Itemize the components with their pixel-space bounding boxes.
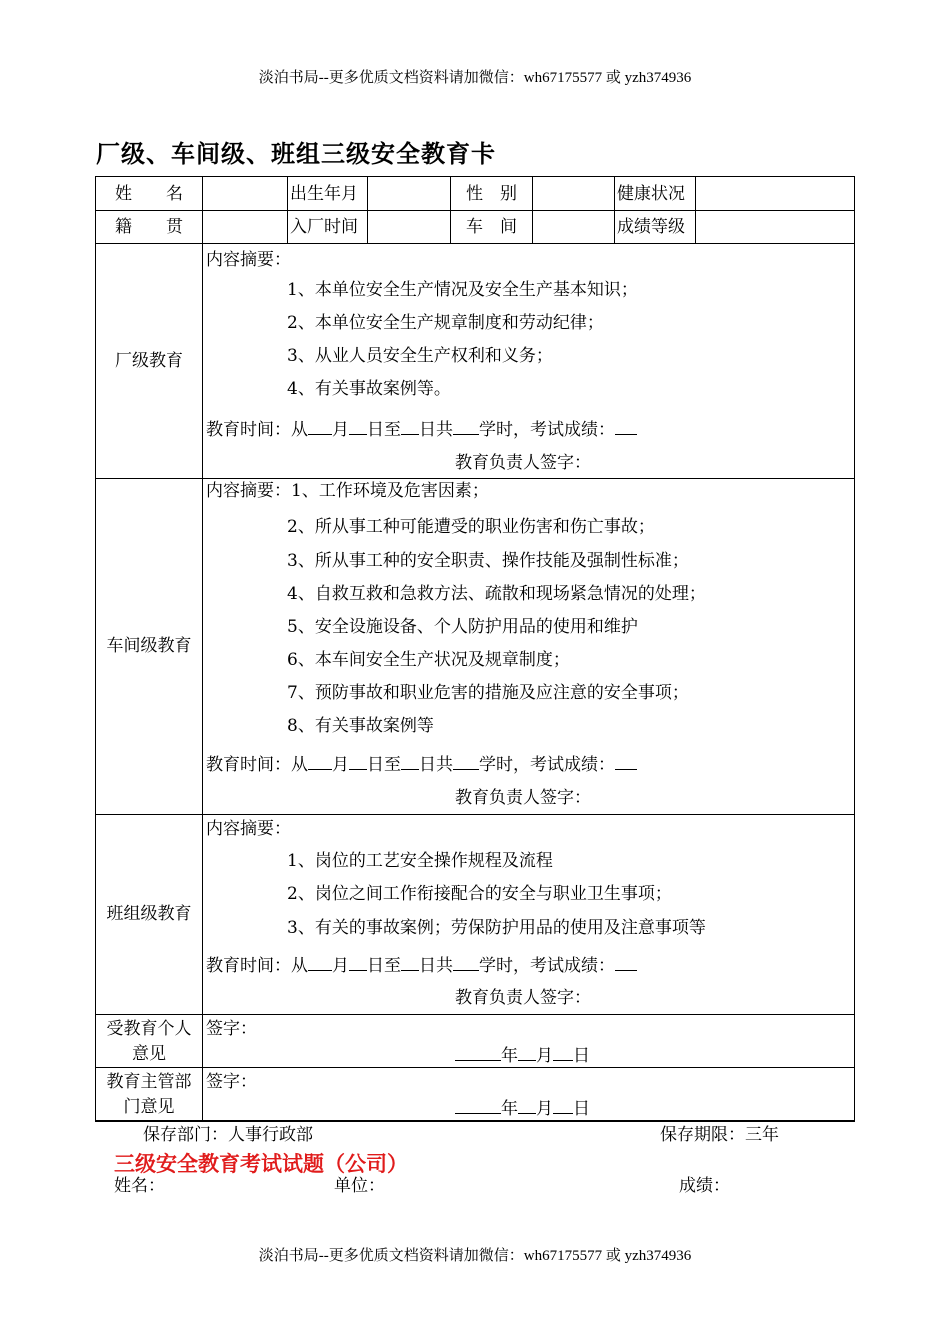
health-label: 健康状况 — [617, 184, 685, 204]
factory-item: 3、从业人员安全生产权利和义务； — [287, 346, 553, 366]
time-day-total: 日共 — [419, 956, 453, 976]
gender-label: 性 别 — [466, 184, 517, 204]
personal-opinion-sign: 签字： — [206, 1019, 257, 1039]
grade-label: 成绩等级 — [617, 217, 685, 237]
storage-dept: 保存部门：人事行政部 — [143, 1125, 313, 1145]
workshop-item: 2、所从事工种可能遭受的职业伤害和伤亡事故； — [287, 517, 655, 537]
factory-item: 1、本单位安全生产情况及安全生产基本知识； — [287, 280, 638, 300]
exam-title: 三级安全教育考试试题（公司） — [114, 1152, 408, 1176]
dept-opinion-date: 年 月 日 — [455, 1097, 590, 1119]
time-hours-score: 学时，考试成绩： — [479, 755, 615, 775]
table-divider — [95, 478, 855, 479]
workshop-summary-label: 内容摘要：1、工作环境及危害因素； — [206, 481, 489, 501]
entry-time-label: 入厂时间 — [290, 217, 358, 237]
table-divider — [614, 176, 615, 243]
exam-name-field: 姓名： — [114, 1176, 165, 1196]
birth-label: 出生年月 — [290, 184, 358, 204]
team-education-time — [206, 954, 637, 976]
workshop-item: 6、本车间安全生产状况及规章制度； — [287, 650, 570, 670]
table-divider — [287, 176, 288, 243]
time-day-to: 日至 — [367, 420, 401, 440]
personal-opinion-label-1: 受教育个人 — [106, 1019, 192, 1039]
time-hours-score: 学时，考试成绩： — [479, 420, 615, 440]
personal-opinion-label-2: 意见 — [132, 1044, 166, 1064]
time-month: 月 — [332, 420, 349, 440]
page-title: 厂级、车间级、班组三级安全教育卡 — [96, 140, 496, 168]
exam-unit-field: 单位： — [334, 1176, 385, 1196]
dept-opinion-sign: 签字： — [206, 1072, 257, 1092]
table-border-right — [854, 176, 855, 1121]
table-border-bottom — [95, 1120, 855, 1122]
table-border-top — [95, 176, 855, 177]
factory-education-label: 厂级教育 — [115, 351, 183, 371]
team-item: 3、有关的事故案例；劳保防护用品的使用及注意事项等 — [287, 918, 706, 938]
time-hours-score: 学时，考试成绩： — [479, 956, 615, 976]
dept-opinion-label-1: 教育主管部 — [106, 1072, 192, 1092]
table-divider — [95, 814, 855, 815]
workshop-responsible-sign: 教育负责人签字： — [455, 788, 591, 808]
workshop-education-time — [206, 753, 637, 775]
workshop-education-label: 车间级教育 — [106, 636, 192, 656]
factory-responsible-sign: 教育负责人签字： — [455, 453, 591, 473]
personal-opinion-date: 年 月 日 — [455, 1044, 590, 1066]
time-day-to: 日至 — [367, 755, 401, 775]
workshop-item: 3、所从事工种的安全职责、操作技能及强制性标准； — [287, 551, 689, 571]
exam-score-field: 成绩： — [679, 1176, 730, 1196]
time-prefix: 教育时间：从 — [206, 956, 308, 976]
team-summary-label: 内容摘要： — [206, 819, 291, 839]
table-divider — [95, 243, 855, 244]
factory-item: 2、本单位安全生产规章制度和劳动纪律； — [287, 313, 604, 333]
factory-item: 4、有关事故案例等。 — [287, 379, 451, 399]
table-divider — [367, 176, 368, 243]
footer-note: 淡泊书局--更多优质文档资料请加微信：wh67175577 或 yzh374936 — [258, 1248, 692, 1264]
header-note: 淡泊书局--更多优质文档资料请加微信：wh67175577 或 yzh374936 — [258, 70, 692, 86]
time-month: 月 — [332, 755, 349, 775]
storage-period: 保存期限：三年 — [660, 1125, 779, 1145]
team-item: 1、岗位的工艺安全操作规程及流程 — [287, 851, 553, 871]
table-divider — [95, 1014, 855, 1015]
time-month: 月 — [332, 956, 349, 976]
team-education-label: 班组级教育 — [106, 904, 192, 924]
table-divider — [695, 176, 696, 243]
workshop-item: 8、有关事故案例等 — [287, 716, 434, 736]
table-divider — [95, 1067, 855, 1068]
time-day-total: 日共 — [419, 420, 453, 440]
workshop-item: 7、预防事故和职业危害的措施及应注意的安全事项； — [287, 683, 689, 703]
time-day-total: 日共 — [419, 755, 453, 775]
origin-label: 籍 贯 — [115, 217, 183, 237]
name-label: 姓 名 — [115, 184, 183, 204]
dept-opinion-label-2: 门意见 — [123, 1097, 175, 1117]
time-prefix: 教育时间：从 — [206, 420, 308, 440]
table-divider — [95, 210, 855, 211]
factory-education-time — [206, 418, 637, 440]
workshop-item: 5、安全设施设备、个人防护用品的使用和维护 — [287, 617, 638, 637]
time-day-to: 日至 — [367, 956, 401, 976]
time-prefix: 教育时间：从 — [206, 755, 308, 775]
workshop-label: 车 间 — [466, 217, 517, 237]
factory-summary-label: 内容摘要： — [206, 250, 291, 270]
table-divider — [202, 176, 203, 1121]
team-item: 2、岗位之间工作衔接配合的安全与职业卫生事项； — [287, 884, 672, 904]
team-responsible-sign: 教育负责人签字： — [455, 988, 591, 1008]
workshop-item: 4、自救互救和急救方法、疏散和现场紧急情况的处理； — [287, 584, 706, 604]
table-divider — [532, 176, 533, 243]
